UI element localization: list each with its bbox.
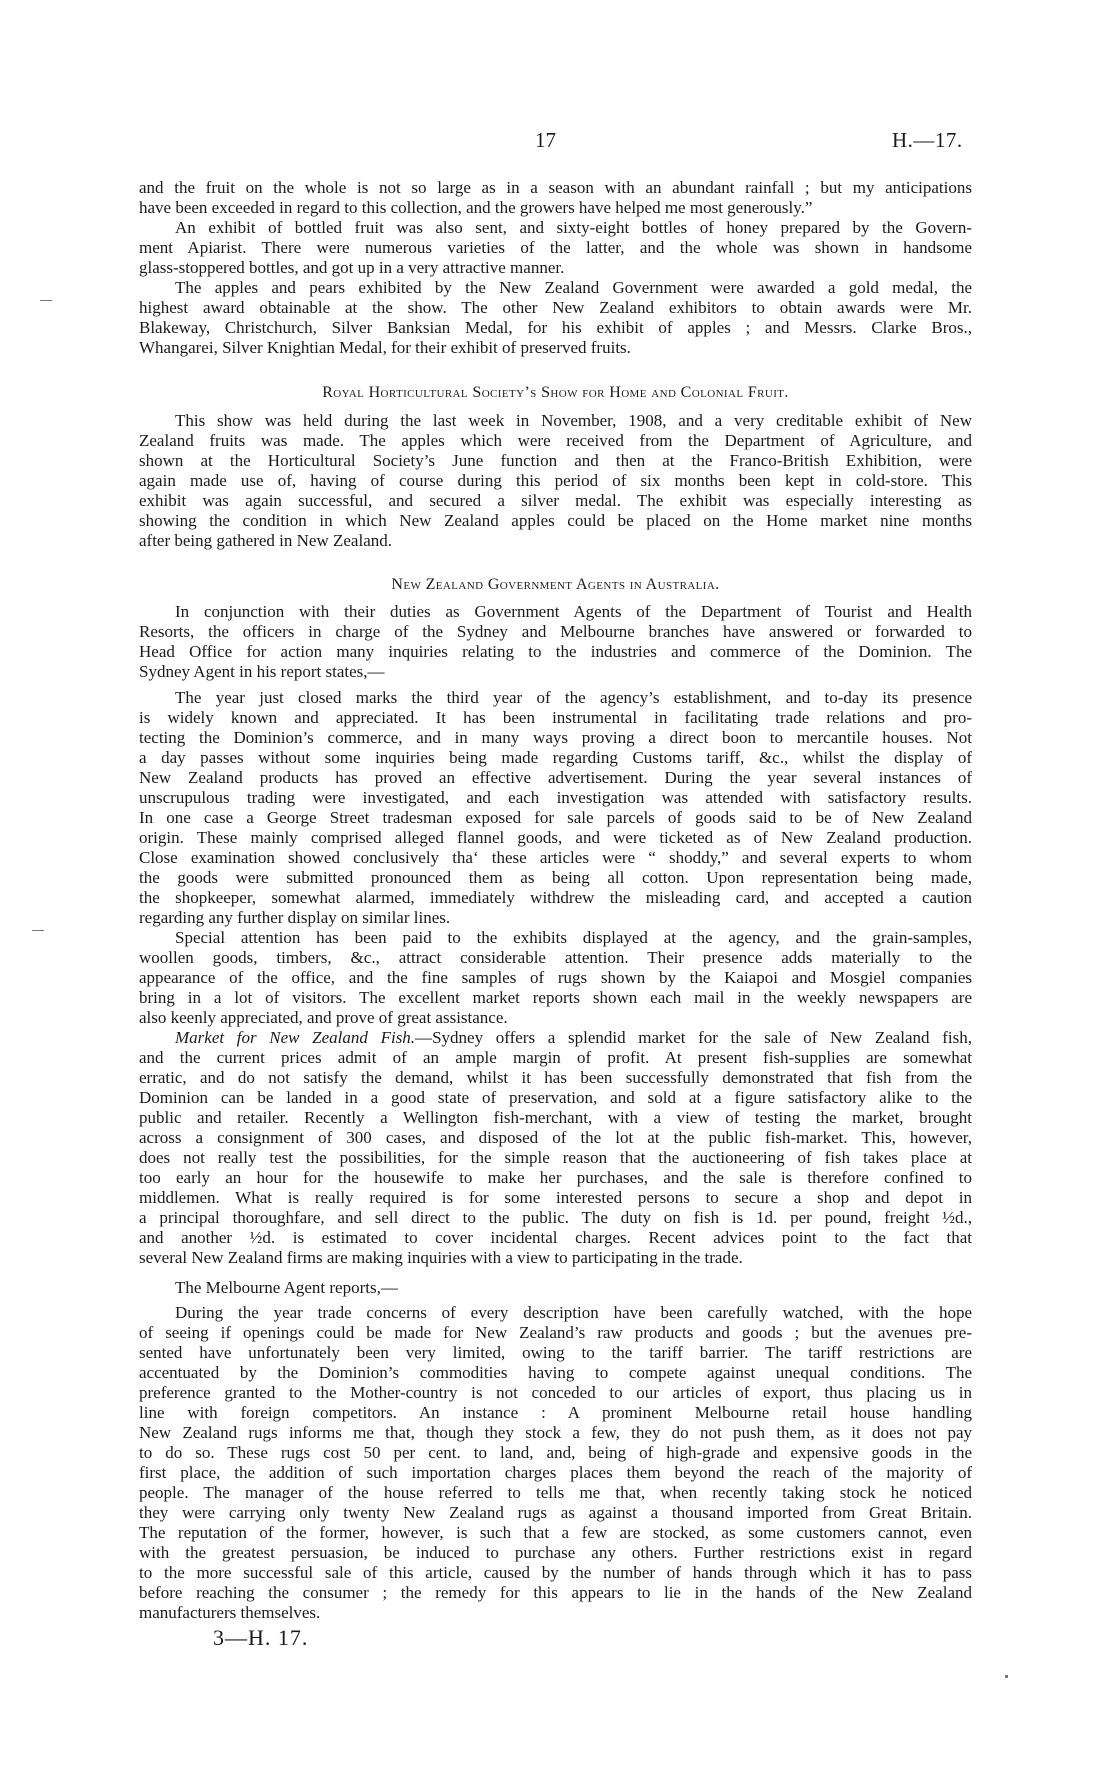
- text-line: bring in a lot of visitors. The excellent market reports shown each mail in the weekly newspapers are: [139, 988, 972, 1007]
- text-line: The year just closed marks the third year of the agency’s establishment, and to-day its presence: [175, 688, 972, 707]
- text-line: Special attention has been paid to the exhibits displayed at the agency, and the grain-samples,: [175, 928, 972, 947]
- text-block: [139, 602, 972, 682]
- scan-mark: [40, 300, 52, 301]
- text-line: Dominion can be landed in a good state of preservation, and sold at a figure satisfactory alike to the: [139, 1088, 972, 1107]
- paragraph: [139, 218, 972, 278]
- text-line: several New Zealand firms are making inquiries with a view to participating in the trade.: [139, 1248, 743, 1267]
- text-line: preference granted to the Mother-country is not conceded to our articles of export, thus placing us in: [139, 1383, 972, 1402]
- text-line: The apples and pears exhibited by the New Zealand Government were awarded a gold medal, the: [175, 278, 972, 297]
- run-in-heading: Market for New Zealand Fish.: [175, 1028, 416, 1047]
- text-line: sented have unfortunately been very limited, owing to the tariff barrier. The tariff restrictions are: [139, 1343, 972, 1362]
- text-line: ment Apiarist. There were numerous varieties of the latter, and the whole was shown in handsome: [139, 238, 972, 257]
- paragraph: [139, 688, 972, 928]
- text-line: and the current prices admit of an ample margin of profit. At present fish-supplies are somewhat: [139, 1048, 972, 1067]
- text-line: middlemen. What is really required is for some interested persons to secure a shop and depot in: [139, 1188, 972, 1207]
- text-line: Close examination showed conclusively tha‘ these articles were “ shoddy,” and several experts to whom: [139, 848, 972, 867]
- text-block: [139, 178, 972, 358]
- text-line: before reaching the consumer ; the remedy for this appears to lie in the hands of the New Zealand: [139, 1583, 972, 1602]
- text-line: New Zealand products has proved an effective advertisement. During the year several instances of: [139, 768, 972, 787]
- text-line: accentuated by the Dominion’s commodities having to compete against unequal conditions. The: [139, 1363, 972, 1382]
- text-line: origin. These mainly comprised alleged flannel goods, and were ticketed as of New Zealand production.: [139, 828, 972, 847]
- text-line: woollen goods, timbers, &c., attract considerable attention. Their presence adds materially to the: [139, 948, 972, 967]
- text-line: appearance of the office, and the fine samples of rugs shown by the Kaiapoi and Mosgiel companies: [139, 968, 972, 987]
- text-line: after being gathered in New Zealand.: [139, 531, 392, 550]
- text-line: have been exceeded in regard to this collection, and the growers have helped me most generously.”: [139, 198, 813, 217]
- paragraph: [139, 278, 972, 358]
- text-line: of seeing if openings could be made for New Zealand’s raw products and goods ; but the avenues pre-: [139, 1323, 972, 1342]
- text-line: and another ½d. is estimated to cover incidental charges. Recent advices point to the fact that: [139, 1228, 972, 1247]
- text-line: line with foreign competitors. An instance : A prominent Melbourne retail house handling: [139, 1403, 972, 1422]
- text-line: regarding any further display on similar lines.: [139, 908, 451, 927]
- text-line: the shopkeeper, somewhat alarmed, immediately withdrew the misleading card, and accepted a caution: [139, 888, 972, 907]
- text-line: to do so. These rugs cost 50 per cent. to land, and, being of high-grade and expensive goods in the: [139, 1443, 972, 1462]
- text-line: highest award obtainable at the show. The other New Zealand exhibitors to obtain awards were Mr.: [139, 298, 972, 317]
- text-line: and the fruit on the whole is not so large as in a season with an abundant rainfall ; but my anticipations: [139, 178, 972, 197]
- document-reference: H.—17.: [892, 128, 963, 152]
- text-line: erratic, and do not satisfy the demand, whilst it has been successfully demonstrated that fish from the: [139, 1068, 972, 1087]
- scan-mark: [32, 930, 44, 931]
- text-line: tecting the Dominion’s commerce, and in many ways proving a direct boon to mercantile houses. Not: [139, 728, 972, 747]
- report-intro: The Melbourne Agent reports,—: [175, 1278, 398, 1297]
- text-line: to the more successful sale of this article, caused by the number of hands through which it has to pass: [139, 1563, 972, 1582]
- text-line: does not really test the possibilities, for the simple reason that the auctioneering of fish takes place at: [139, 1148, 972, 1167]
- text-line: During the year trade concerns of every description have been carefully watched, with the hope: [175, 1303, 972, 1322]
- text-line: also keenly appreciated, and prove of great assistance.: [139, 1008, 508, 1027]
- section-heading: New Zealand Government Agents in Australia.: [391, 576, 720, 593]
- paragraph: [139, 928, 972, 1028]
- text-line: first place, the addition of such importation charges places them beyond the reach of the majority of: [139, 1463, 972, 1482]
- text-line: with the greatest persuasion, be induced to purchase any others. Further restrictions exist in regard: [139, 1543, 972, 1562]
- text-line: The reputation of the former, however, is such that a few are stocked, as some customers cannot, even: [139, 1523, 972, 1542]
- signature-mark: 3—H. 17.: [213, 1625, 309, 1650]
- text-line: unscrupulous trading were investigated, and each investigation was attended with satisfactory results.: [139, 788, 972, 807]
- text-line: In one case a George Street tradesman exposed for sale parcels of goods said to be of New Zealand: [139, 808, 972, 827]
- text-line: showing the condition in which New Zealand apples could be placed on the Home market nine months: [139, 511, 972, 530]
- text-line: a principal thoroughfare, and sell direct to the public. The duty on fish is 1d. per pound, freight ½d.,: [139, 1208, 972, 1227]
- text-line: again made use of, having of course during this period of six months been kept in cold-store. This: [139, 471, 972, 490]
- paragraph: [139, 178, 972, 218]
- text-line: across a consignment of 300 cases, and disposed of the lot at the public fish-market. This, however,: [139, 1128, 972, 1147]
- text-line: a day passes without some inquiries being made regarding Customs tariff, &c., whilst the display of: [139, 748, 972, 767]
- scan-speck: [1005, 1675, 1008, 1678]
- text-line: New Zealand rugs informs me that, though they stock a few, they do not push them, as it does not pay: [139, 1423, 972, 1442]
- text-line: shown at the Horticultural Society’s June function and then at the Franco-British Exhibition, were: [139, 451, 972, 470]
- text-line: In conjunction with their duties as Government Agents of the Department of Tourist and Health: [175, 602, 972, 621]
- text-line: the goods were submitted pronounced them as being all cotton. Upon representation being made,: [139, 868, 972, 887]
- text-line: An exhibit of bottled fruit was also sent, and sixty-eight bottles of honey prepared by the Govern-: [175, 218, 972, 237]
- text-block: [139, 1303, 972, 1623]
- text-line: [139, 1028, 972, 1048]
- text-line: Head Office for action many inquiries relating to the industries and commerce of the Dominion. The: [139, 642, 972, 661]
- text-line: exhibit was again successful, and secured a silver medal. The exhibit was especially interesting as: [139, 491, 972, 510]
- text-line: too early an hour for the housewife to make her purchases, and the sale is therefore confined to: [139, 1168, 972, 1187]
- paragraph: [139, 1028, 972, 1268]
- text-line: manufacturers themselves.: [139, 1603, 321, 1622]
- text-line: glass-stoppered bottles, and got up in a very attractive manner.: [139, 258, 565, 277]
- line-text: —Sydney offers a splendid market for the sale of New Zealand fish,: [415, 1028, 972, 1047]
- text-line: is widely known and appreciated. It has been instrumental in facilitating trade relations and pro-: [139, 708, 972, 727]
- text-block: [139, 411, 972, 551]
- section-heading: Royal Horticultural Society’s Show for Home and Colonial Fruit.: [322, 384, 789, 401]
- text-line: This show was held during the last week in November, 1908, and a very creditable exhibit of New: [175, 411, 972, 430]
- text-line: people. The manager of the house referred to tells me that, when recently taking stock he noticed: [139, 1483, 972, 1502]
- text-block: [139, 688, 972, 1268]
- text-line: Resorts, the officers in charge of the Sydney and Melbourne branches have answered or forwarded to: [139, 622, 972, 641]
- paragraph: [139, 411, 972, 551]
- paragraph: [139, 602, 972, 682]
- text-line: public and retailer. Recently a Wellington fish-merchant, with a view of testing the market, brought: [139, 1108, 972, 1127]
- text-line: Zealand fruits was made. The apples which were received from the Department of Agriculture, and: [139, 431, 972, 450]
- text-line: they were carrying only twenty New Zealand rugs as against a thousand imported from Great Britain.: [139, 1503, 972, 1522]
- paragraph: [139, 1303, 972, 1623]
- text-line: Blakeway, Christchurch, Silver Banksian Medal, for his exhibit of apples ; and Messrs. Clarke Bros.,: [139, 318, 972, 337]
- text-line: Whangarei, Silver Knightian Medal, for their exhibit of preserved fruits.: [139, 338, 631, 357]
- page-number: 17: [535, 128, 556, 152]
- text-line: Sydney Agent in his report states,—: [139, 662, 385, 681]
